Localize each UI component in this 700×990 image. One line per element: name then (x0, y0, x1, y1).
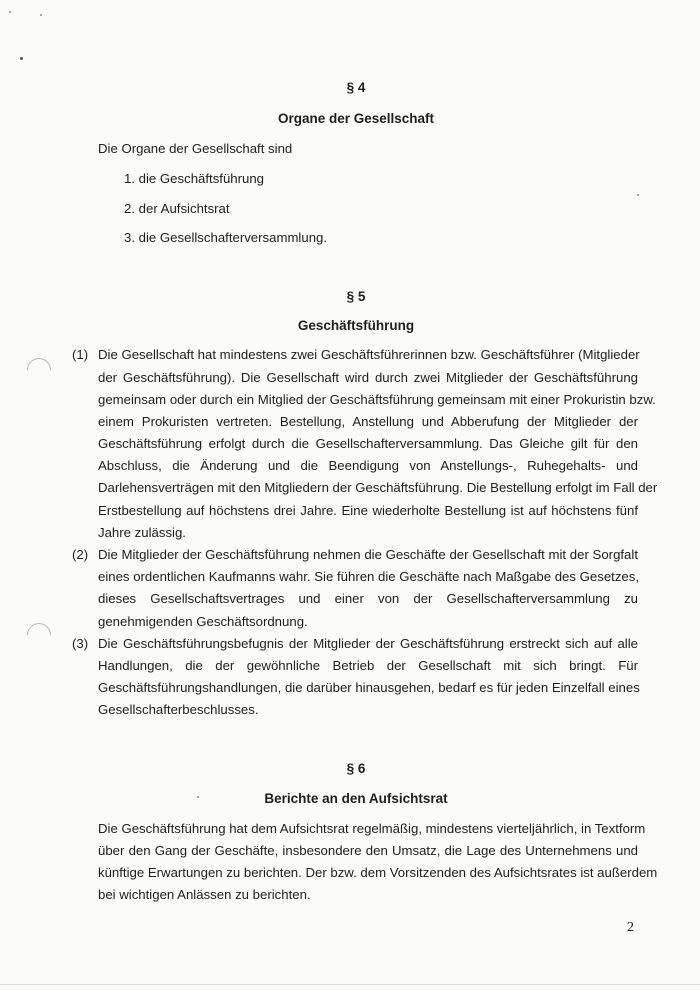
paragraph-line: der Geschäftsführung). Die Gesellschaft wird durch zwei Mitglieder der Geschäftsführung (98, 370, 638, 385)
paragraph-line: Darlehensverträgen mit den Mitgliedern der Geschäftsführung. Die Bestellung erfolgt im Fall der (98, 480, 658, 495)
section-4-intro: Die Organe der Gesellschaft sind (98, 141, 293, 156)
paragraph-line: eines ordentlichen Kaufmanns wahr. Sie führen die Geschäfte nach Maßgabe des Gesetzes, (98, 569, 640, 584)
section-6-title: Berichte an den Aufsichtsrat (264, 791, 448, 806)
paragraph-line: künftige Erwartungen zu berichten. Der bzw. dem Vorsitzenden des Aufsichtsrates ist außerdem (98, 865, 658, 880)
section-4-list-item: 1. die Geschäftsführung (124, 171, 265, 186)
paragraph-line: genehmigenden Geschäftsordnung. (98, 614, 308, 629)
section-4-list-item: 2. der Aufsichtsrat (124, 201, 230, 216)
punch-hole-mark (22, 618, 56, 652)
paragraph-line: Abschluss, die Änderung und die Beendigung von Anstellungs-, Ruhegehalts- und (98, 458, 638, 473)
section-4-list-item: 3. die Gesellschafterversammlung. (124, 230, 328, 245)
paragraph-line: Geschäftsführungshandlungen, die darüber hinausgehen, bedarf es für jeden Einzelfall eines (98, 680, 640, 695)
paragraph-line: Die Mitglieder der Geschäftsführung nehmen die Geschäfte der Gesellschaft mit der Sorgfalt (98, 547, 638, 562)
section-5-number: § 5 (346, 289, 366, 304)
scan-speck (20, 57, 23, 60)
paragraph-line: über den Gang der Geschäfte, insbesondere den Umsatz, die Lage des Unternehmens und (98, 843, 638, 858)
paragraph-line: Gesellschafterbeschlusses. (98, 702, 259, 717)
paragraph-line: Die Gesellschaft hat mindestens zwei Geschäftsführerinnen bzw. Geschäftsführer (Mitglieder (98, 347, 640, 362)
paragraph-line: Die Geschäftsführung hat dem Aufsichtsrat regelmäßig, mindestens vierteljährlich, in Textform (98, 821, 646, 836)
scan-speck (637, 194, 639, 196)
paragraph-line: Erstbestellung auf höchstens drei Jahre. Eine wiederholte Bestellung ist auf höchstens fünf (98, 503, 638, 518)
section-4-number: § 4 (346, 80, 366, 95)
page-bottom-edge (0, 984, 700, 985)
scan-speck (9, 11, 11, 13)
paragraph-line: Geschäftsführung erfolgt durch die Gesellschafterversammlung. Das Gleiche gilt für den (98, 436, 638, 451)
paragraph-line: einem Prokuristen vertreten. Bestellung, Anstellung und Abberufung der Mitglieder der (98, 414, 638, 429)
scan-speck (40, 14, 42, 16)
paragraph-line: dieses Gesellschaftsvertrages und einer von der Gesellschafterversammlung zu (98, 591, 638, 606)
paragraph-line: Jahre zulässig. (98, 525, 186, 540)
punch-hole-mark (22, 353, 56, 387)
section-6-number: § 6 (346, 761, 366, 776)
paragraph-number: (3) (72, 636, 89, 651)
section-4-title: Organe der Gesellschaft (277, 111, 435, 126)
paragraph-line: gemeinsam oder durch ein Mitglied der Geschäftsführung gemeinsam mit einer Prokuristin bzw. (98, 392, 656, 407)
page-number: 2 (627, 920, 634, 935)
section-5-title: Geschäftsführung (297, 318, 415, 333)
paragraph-number: (1) (72, 347, 89, 362)
paragraph-line: bei wichtigen Anlässen zu berichten. (98, 887, 311, 902)
paragraph-line: Handlungen, die der gewöhnliche Betrieb der Gesellschaft mit sich bringt. Für (98, 658, 638, 673)
paragraph-number: (2) (72, 547, 89, 562)
paragraph-line: Die Geschäftsführungsbefugnis der Mitglieder der Geschäftsführung erstreckt sich auf alle (98, 636, 638, 651)
